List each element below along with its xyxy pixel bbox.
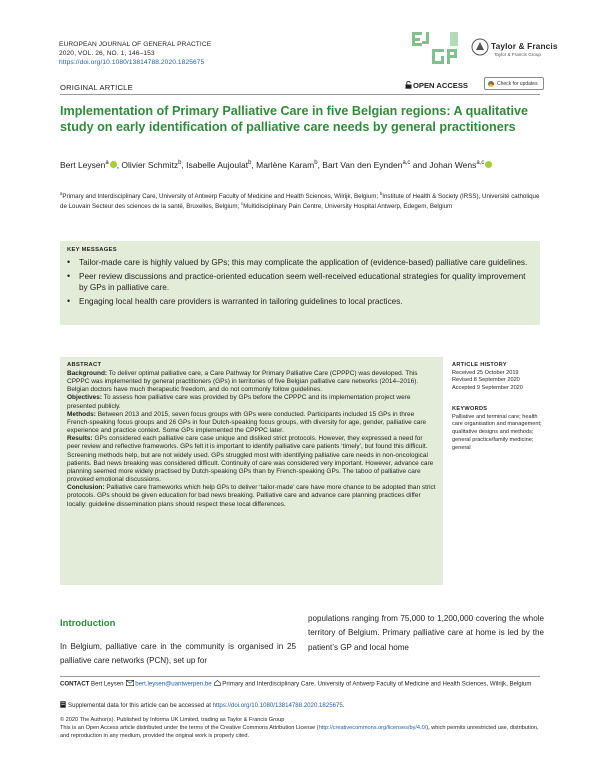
abstract-label: Background: [67, 370, 108, 377]
abstract-text: To assess how palliative care was provided by GPs before the CPPPC and its implementation project were presented publicly. [67, 394, 411, 410]
author-separator: , [181, 160, 187, 170]
email-icon [126, 680, 134, 686]
supplemental-data [60, 701, 544, 709]
article-title: Implementation of Primary Palliative Care in five Belgian regions: A qualitative study on early identification of palliative care needs by general practitioners [60, 104, 528, 134]
taylor-francis-logo-icon [471, 38, 489, 56]
affiliation-text: Multidisciplinary Pain Centre, University Hospital Antwerp, Edegem, Belgium [243, 202, 453, 210]
author-name: Olivier Schmitz [121, 160, 179, 170]
open-lock-icon [405, 81, 412, 89]
supplemental-suffix: . [342, 702, 345, 709]
keywords [452, 406, 542, 452]
license-pre: This is an Open Access article distributed under the terms of the Creative Commons Attribution License ( [60, 725, 319, 731]
publisher-name: Taylor & Francis [491, 41, 558, 51]
history-received: Received 25 October 2019 [452, 369, 519, 376]
abstract-section [67, 435, 437, 484]
author-separator: , [317, 160, 323, 170]
header-divider [60, 94, 540, 95]
affiliations [60, 192, 540, 211]
check-updates-button[interactable] [484, 77, 544, 90]
ejgp-logo [410, 30, 460, 66]
author [429, 160, 492, 170]
author-affiliation-mark: a,c [402, 160, 411, 167]
open-access-label: OPEN ACCESS [413, 81, 468, 90]
publisher-sub: Taylor & Francis Group [494, 52, 541, 57]
article-history-heading: ARTICLE HISTORY [452, 362, 507, 368]
supplemental-prefix: Supplemental data for this article can be accessed at [68, 702, 213, 709]
author-name: Marlène Karam [256, 160, 315, 170]
author-name: Bart Van den Eynden [322, 160, 403, 170]
author-affiliation-mark: a,c [476, 160, 485, 167]
abstract-section [67, 484, 437, 508]
contact-name: Bert Leysen [91, 680, 124, 688]
article-type: ORIGINAL ARTICLE [60, 83, 133, 92]
abstract-section [67, 411, 437, 435]
abstract-text: To deliver optimal palliative care, a Care Pathway for Primary Palliative Care (CPPPC) was developed. This CPPPC was implemented by general practitioners (GPs) in territories of five Belgian palliative care networks (2014–2016). Belgian doctors have much therapeutic freedom, and do not commonly follow guidelines. [67, 370, 419, 394]
abstract-body [67, 370, 437, 509]
abstract-section [67, 370, 437, 394]
author-list [60, 158, 540, 172]
author-affiliation-mark: b [248, 160, 252, 167]
affiliation-mark: b [379, 190, 383, 196]
abstract-label: Results: [67, 435, 93, 443]
doi-link[interactable]: https://doi.org/10.1080/13814788.2020.1825675 [59, 59, 205, 67]
abstract-text: Palliative care frameworks which help GPs to deliver ‘tailor-made’ care have more chance to be adopted than strict protocols. GPs should be given education for bad news breaking. Palliative care and advance care planning practices differ locally: guideline dissemination plans should respect these local differences. [67, 484, 436, 508]
abstract-label: Objectives: [67, 394, 103, 402]
key-messages-heading: KEY MESSAGES [67, 247, 117, 253]
abstract-section [67, 394, 437, 410]
contact-address: Primary and Interdisciplinary Care, University of Antwerp Faculty of Medicine and Health Sciences, Wilrijk, Belgium [222, 680, 532, 688]
license-line [60, 724, 544, 740]
key-messages-list [66, 257, 532, 310]
copyright-line: © 2020 The Author(s). Published by Informa UK Limited, trading as Taylor & Francis Group [60, 717, 285, 723]
contact-email-link[interactable]: bert.leysen@uantwerpen.be [135, 680, 212, 688]
author [186, 160, 256, 170]
abstract-label: Methods: [67, 410, 96, 418]
affiliation-mark: c [240, 200, 244, 206]
journal-header [59, 40, 211, 68]
list-item: • Peer review discussions and practice-oriented education seem well-received educational strategies for quality improvement by GPs in palliative care. [66, 271, 532, 294]
check-updates-label: Check for updates [497, 80, 538, 87]
author-separator: , [116, 160, 122, 170]
author [322, 160, 429, 170]
author-name: Isabelle Aujoulat [186, 160, 249, 170]
keywords-text: Palliative and terminal care; health care organisation and management; qualitative designs and methods; general practice/family medicine; general [452, 413, 542, 451]
author-affiliation-mark: b [314, 160, 318, 167]
journal-name: EUROPEAN JOURNAL OF GENERAL PRACTICE [59, 41, 212, 48]
orcid-icon[interactable] [110, 161, 117, 168]
author-name: Bert Leysen [60, 160, 106, 170]
author-separator: and [410, 160, 430, 170]
footer-divider [60, 676, 540, 677]
author-separator: , [251, 160, 257, 170]
keywords-heading: KEYWORDS [452, 406, 488, 412]
abstract-text: Between 2013 and 2015, seven focus groups with GPs were conducted. Participants included 15 GPs in three French-speaking focus groups and 26 GPs in four Dutch-speaking focus groups, with diversity for age, gender, palliative care experience and practice context. Some GPs implemented the CPPPC later. [67, 410, 427, 435]
abstract-heading: ABSTRACT [67, 362, 102, 368]
introduction-heading: Introduction [60, 618, 116, 629]
author-affiliation-mark: a [105, 160, 109, 167]
affiliation-text: Primary and Interdisciplinary Care, University of Antwerp Faculty of Medicine and Health Sciences, Wilrijk, Belgium; [62, 193, 380, 200]
intro-right-column: populations ranging from 75,000 to 1,200,000 covering the whole territory of Belgium. Primary palliative care at home is led by the patient’s GP and local home [308, 614, 544, 652]
intro-left-column: In Belgium, palliative care in the community is organised in 25 palliative care networks (PCN), set up for [60, 642, 296, 666]
abstract-text: GPs considered each palliative care case unique and disliked strict protocols. However, they expressed a need for peer review and reflective frameworks. GPs felt it is important to identify palliative care patients ‘timely’, but found this difficult. Screening methods help, but are not widely used. GPs struggled most with identifying palliative care needs in non-oncological patients. Bad news breaking was considered difficult. Continuity of care was considered very important. However, advance care planning seemed more widely practised by Dutch-speaking GPs than by French-speaking GPs. The taboo of palliative care provoked emotional discussions. [67, 435, 434, 484]
article-history [452, 362, 542, 393]
crossmark-icon [488, 81, 494, 87]
affiliation-text: Institute of Health & Society (IRSS), Université catholique de Louvain Secteur des sciences de la santé, Bruxelles, Belgium; [60, 193, 540, 210]
volume-info: 2020, VOL. 26, NO. 1, 146–153 [59, 50, 155, 58]
author [121, 160, 186, 170]
history-revised: Revised 8 September 2020 [452, 377, 520, 384]
list-item: • Tailor-made care is highly valued by GPs; this may complicate the application of (evidence-based) palliative care guidelines. [66, 257, 532, 268]
open-access-badge [405, 81, 468, 90]
license-link[interactable]: http://creativecommons.org/licenses/by/4.0/ [318, 725, 427, 731]
license-post: ), which permits unrestricted use, distribution, and reproduction in any medium, provided the original work is properly cited. [60, 725, 539, 739]
contact-label: CONTACT [60, 680, 90, 688]
author-name: Johan Wens [429, 160, 477, 170]
supplemental-link[interactable]: https://doi.org/10.1080/13814788.2020.1825675 [212, 702, 343, 709]
author [256, 160, 322, 170]
address-icon [214, 680, 221, 686]
orcid-icon[interactable] [485, 161, 492, 168]
author [60, 160, 121, 170]
history-accepted: Accepted 9 September 2020 [452, 385, 523, 392]
author-affiliation-mark: b [178, 160, 182, 167]
affiliation-mark: a [60, 190, 63, 196]
abstract-label: Conclusion: [67, 484, 105, 492]
supplemental-icon [60, 701, 66, 708]
list-item: • Engaging local health care providers is warranted in tailoring guidelines to local practices. [66, 296, 532, 307]
license-footer [60, 716, 544, 740]
contact-info [60, 680, 544, 689]
